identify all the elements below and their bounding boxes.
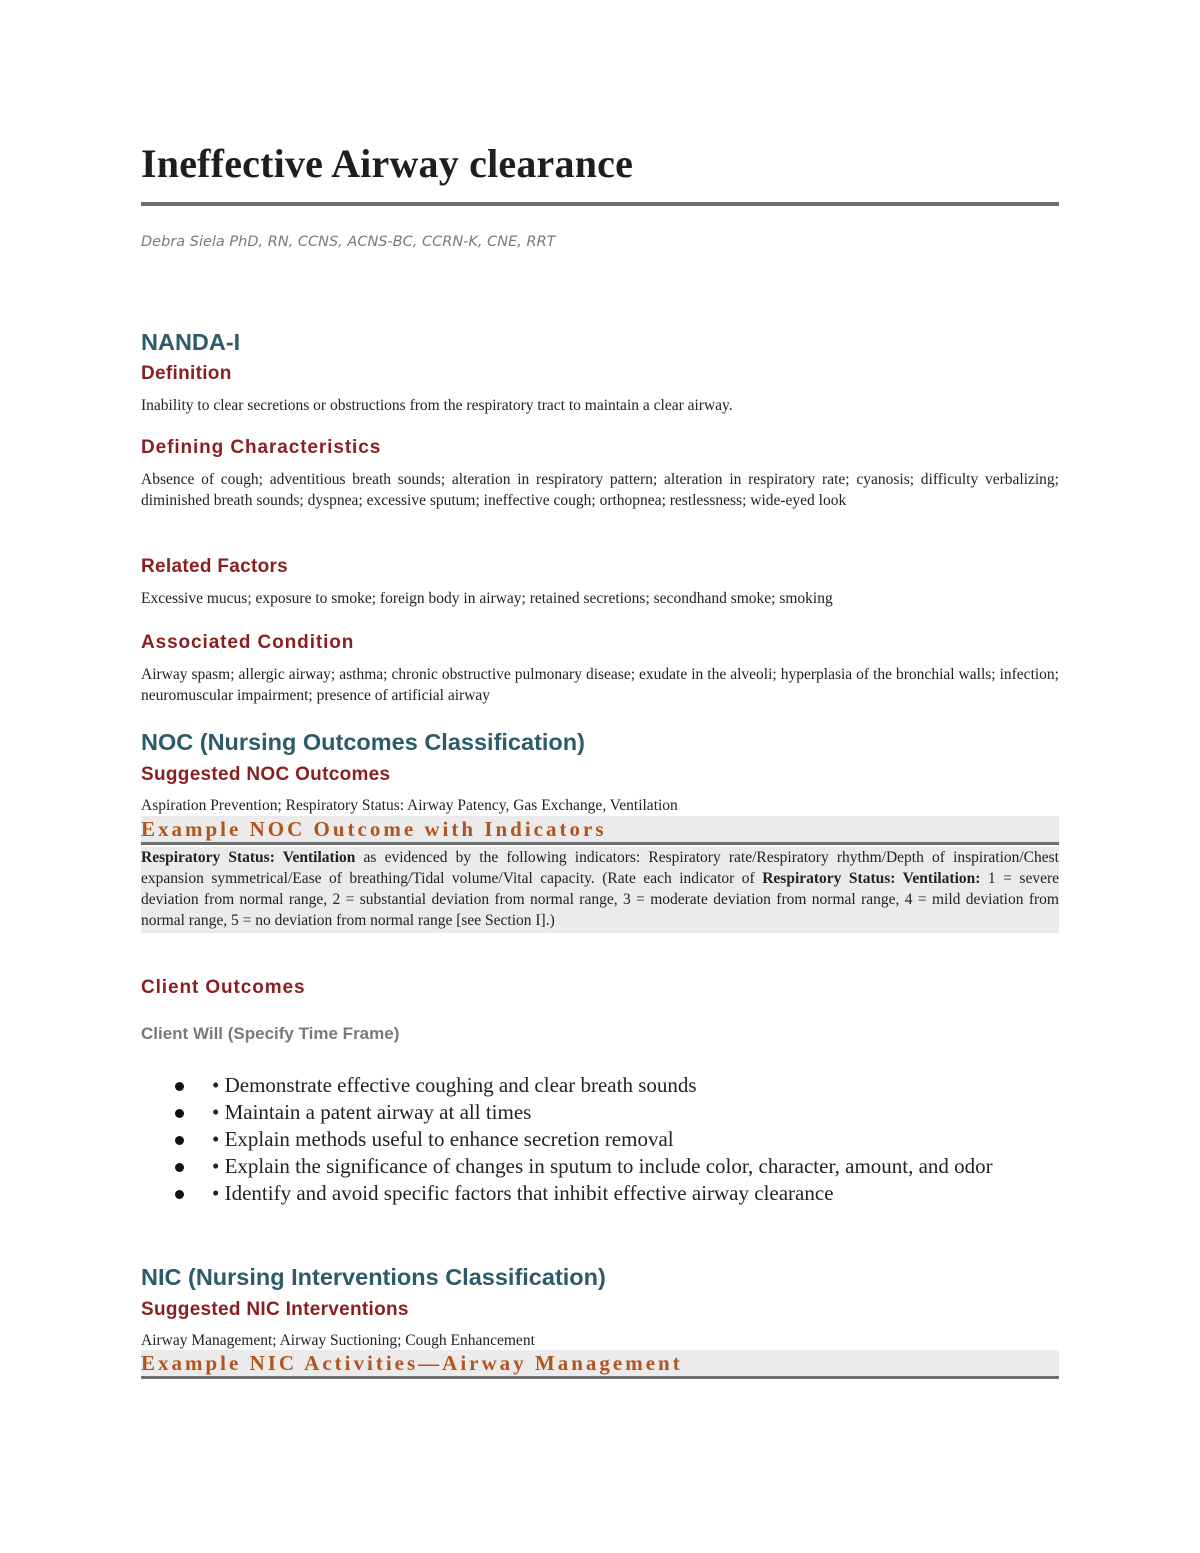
example-noc-heading: Example NOC Outcome with Indicators: [141, 817, 607, 841]
indicator-bold-2: Respiratory Status: Ventilation:: [762, 870, 981, 887]
client-will-label: Client Will (Specify Time Frame): [141, 1024, 400, 1043]
nanda-heading: NANDA-I: [141, 329, 241, 355]
bullet-icon: [175, 1163, 184, 1172]
bullet-icon: [175, 1136, 184, 1145]
example-noc-text: [141, 847, 1059, 931]
example-noc-box: [141, 847, 1059, 933]
bullet-icon: [175, 1190, 184, 1199]
suggested-noc-heading: Suggested NOC Outcomes: [141, 764, 391, 785]
list-item: • Demonstrate effective coughing and clear breath sounds: [141, 1072, 1042, 1099]
defining-characteristics-text: Absence of cough; adventitious breath sounds; alteration in respiratory pattern; alteration in respiratory rate; cyanosis; difficulty verbalizing; diminished breath sounds; dyspnea; excessive sputum; ineffective cough; orthopnea; restlessness; wide-eyed look: [141, 471, 1059, 509]
indicator-bold-1: Respiratory Status: Ventilation: [141, 849, 356, 866]
example-nic-heading: Example NIC Activities—Airway Management: [141, 1351, 683, 1375]
indicator-text-2: 1 = severe deviation from normal range, 2 = substantial deviation from normal range, 3 = moderate deviation from normal range, 4 = mild deviation from normal range, 5 = no deviation from normal range [see Section I].): [141, 870, 1059, 929]
associated-condition-heading: Associated Condition: [141, 632, 355, 653]
bullet-icon: [175, 1082, 184, 1091]
title-divider: [141, 202, 1059, 206]
defining-characteristics-heading: Defining Characteristics: [141, 437, 382, 458]
definition-heading: Definition: [141, 363, 232, 384]
list-item: • Explain the significance of changes in sputum to include color, character, amount, and odor: [141, 1153, 1042, 1180]
example-noc-bar: [141, 816, 1059, 845]
list-item: • Explain methods useful to enhance secretion removal: [141, 1126, 1042, 1153]
document-title: Ineffective Airway clearance: [141, 141, 634, 186]
bullet-icon: [175, 1109, 184, 1118]
author-line: Debra Siela PhD, RN, CCNS, ACNS-BC, CCRN-K, CNE, RRT: [141, 234, 556, 250]
list-item: • Identify and avoid specific factors that inhibit effective airway clearance: [141, 1180, 1042, 1207]
noc-heading: NOC (Nursing Outcomes Classification): [141, 729, 585, 755]
suggested-nic-heading: Suggested NIC Interventions: [141, 1299, 409, 1320]
associated-condition-text: Airway spasm; allergic airway; asthma; chronic obstructive pulmonary disease; exudate in the alveoli; hyperplasia of the bronchial walls; infection; neuromuscular impairment; presence of artificial airway: [141, 666, 1059, 704]
client-outcome-list: [141, 1072, 1059, 1207]
example-nic-bar: [141, 1350, 1059, 1379]
client-outcomes-heading: Client Outcomes: [141, 977, 306, 998]
suggested-nic-text: Airway Management; Airway Suctioning; Cough Enhancement: [141, 1332, 535, 1349]
nic-heading: NIC (Nursing Interventions Classification): [141, 1264, 606, 1290]
suggested-noc-text: Aspiration Prevention; Respiratory Status: Airway Patency, Gas Exchange, Ventilation: [141, 797, 678, 814]
related-factors-heading: Related Factors: [141, 556, 289, 577]
definition-text: Inability to clear secretions or obstructions from the respiratory tract to maintain a clear airway.: [141, 397, 733, 414]
list-item: • Maintain a patent airway at all times: [141, 1099, 1042, 1126]
related-factors-text: Excessive mucus; exposure to smoke; foreign body in airway; retained secretions; secondhand smoke; smoking: [141, 590, 833, 607]
indicator-text-1: as evidenced by the following indicators: Respiratory rate/Respiratory rhythm/Depth of inspiration/Chest expansion symmetrical/Ease of breathing/Tidal volume/Vital capacity. (Rate each indicator of: [141, 849, 1059, 887]
